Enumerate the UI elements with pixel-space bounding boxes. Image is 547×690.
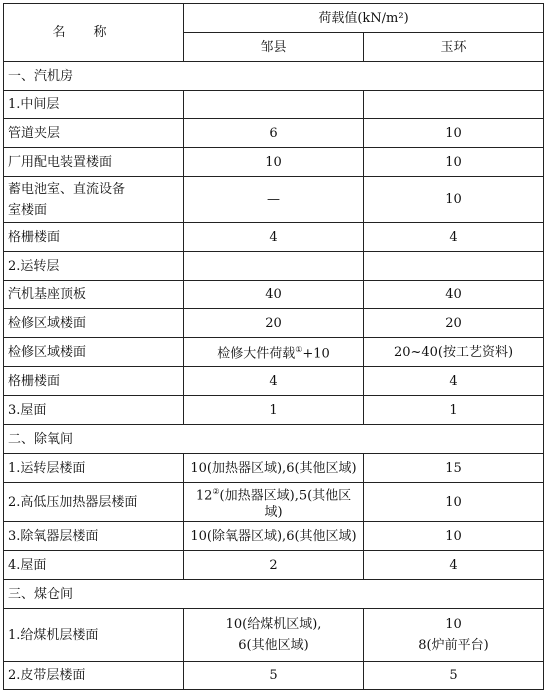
cell-zouxian bbox=[184, 91, 364, 119]
row-name-line2: 室楼面 bbox=[8, 202, 48, 218]
table-row bbox=[4, 309, 544, 338]
cell-yuhuan: 20~40(按工艺资料) bbox=[364, 338, 544, 367]
cell-zouxian: 1 bbox=[184, 396, 364, 425]
cell-yuhuan: 10 bbox=[364, 148, 544, 177]
table-row bbox=[4, 396, 544, 425]
row-name-line1: 蓄电池室、直流设备 bbox=[8, 181, 126, 197]
cell-zouxian: 10(加热器区域),6(其他区域) bbox=[184, 454, 364, 483]
section-row bbox=[4, 425, 544, 454]
cell-yuhuan: 4 bbox=[364, 551, 544, 580]
cell-zouxian bbox=[184, 483, 364, 522]
footnote-mark: ② bbox=[212, 487, 220, 496]
cell-yuhuan bbox=[364, 609, 544, 662]
row-name: 2.皮带层楼面 bbox=[4, 662, 184, 690]
section-row bbox=[4, 62, 544, 91]
cell-yuhuan: 4 bbox=[364, 367, 544, 396]
row-name: 4.屋面 bbox=[4, 551, 184, 580]
cell-line: 8(炉前平台) bbox=[418, 638, 489, 654]
row-name: 1.给煤机层楼面 bbox=[4, 609, 184, 662]
cell-text: (加热器区域),5(其他区域) bbox=[219, 488, 352, 521]
cell-yuhuan bbox=[364, 252, 544, 281]
cell-text: 12 bbox=[195, 488, 213, 504]
table-row bbox=[4, 223, 544, 252]
table-row bbox=[4, 338, 544, 367]
table-row bbox=[4, 551, 544, 580]
table-row bbox=[4, 367, 544, 396]
cell-zouxian: 10(除氧器区域),6(其他区域) bbox=[184, 522, 364, 551]
table-row bbox=[4, 119, 544, 148]
cell-zouxian: 6 bbox=[184, 119, 364, 148]
cell-yuhuan bbox=[364, 91, 544, 119]
load-value-table bbox=[3, 3, 544, 690]
row-name: 1.运转层楼面 bbox=[4, 454, 184, 483]
cell-zouxian: 20 bbox=[184, 309, 364, 338]
cell-yuhuan: 10 bbox=[364, 119, 544, 148]
row-name: 检修区域楼面 bbox=[4, 309, 184, 338]
header-zouxian: 邹县 bbox=[184, 33, 364, 62]
table-header-row bbox=[4, 4, 544, 33]
table-row bbox=[4, 609, 544, 662]
cell-yuhuan: 15 bbox=[364, 454, 544, 483]
table-row bbox=[4, 148, 544, 177]
row-name: 1.中间层 bbox=[4, 91, 184, 119]
cell-line: 6(其他区域) bbox=[238, 638, 309, 654]
cell-zouxian: 4 bbox=[184, 367, 364, 396]
table-row bbox=[4, 91, 544, 119]
cell-zouxian: 2 bbox=[184, 551, 364, 580]
row-name: 汽机基座顶板 bbox=[4, 281, 184, 309]
cell-line: 10(给煤机区域), bbox=[225, 617, 322, 633]
cell-yuhuan: 1 bbox=[364, 396, 544, 425]
cell-text: +10 bbox=[302, 346, 330, 362]
row-name: 厂用配电装置楼面 bbox=[4, 148, 184, 177]
cell-text: 检修大件荷载 bbox=[217, 346, 296, 362]
cell-yuhuan: 40 bbox=[364, 281, 544, 309]
cell-yuhuan: 5 bbox=[364, 662, 544, 690]
footnote-mark: ① bbox=[295, 345, 303, 355]
cell-zouxian bbox=[184, 252, 364, 281]
table-row bbox=[4, 454, 544, 483]
table-row bbox=[4, 662, 544, 690]
row-name: 3.屋面 bbox=[4, 396, 184, 425]
row-name: 2.运转层 bbox=[4, 252, 184, 281]
table-row bbox=[4, 252, 544, 281]
cell-zouxian bbox=[184, 338, 364, 367]
cell-zouxian bbox=[184, 609, 364, 662]
row-name bbox=[4, 177, 184, 223]
header-name: 名称 bbox=[4, 4, 184, 62]
cell-yuhuan: 20 bbox=[364, 309, 544, 338]
row-name: 管道夹层 bbox=[4, 119, 184, 148]
section-title: 一、汽机房 bbox=[4, 62, 544, 91]
cell-yuhuan: 10 bbox=[364, 483, 544, 522]
row-name: 3.除氧器层楼面 bbox=[4, 522, 184, 551]
cell-zouxian: 4 bbox=[184, 223, 364, 252]
cell-zouxian: 5 bbox=[184, 662, 364, 690]
cell-yuhuan: 10 bbox=[364, 177, 544, 223]
section-title: 二、除氧间 bbox=[4, 425, 544, 454]
cell-zouxian: 40 bbox=[184, 281, 364, 309]
cell-yuhuan: 4 bbox=[364, 223, 544, 252]
header-yuhuan: 玉环 bbox=[364, 33, 544, 62]
cell-zouxian: — bbox=[184, 177, 364, 223]
table-row bbox=[4, 177, 544, 223]
cell-yuhuan: 10 bbox=[364, 522, 544, 551]
row-name: 2.高低压加热器层楼面 bbox=[4, 483, 184, 522]
row-name: 格栅楼面 bbox=[4, 223, 184, 252]
cell-line: 10 bbox=[445, 617, 462, 633]
section-row bbox=[4, 580, 544, 609]
section-title: 三、煤仓间 bbox=[4, 580, 544, 609]
cell-zouxian: 10 bbox=[184, 148, 364, 177]
header-load-value: 荷载值(kN/m²) bbox=[184, 4, 544, 33]
row-name: 格栅楼面 bbox=[4, 367, 184, 396]
table-row bbox=[4, 522, 544, 551]
table-row bbox=[4, 483, 544, 522]
row-name: 检修区域楼面 bbox=[4, 338, 184, 367]
table-row bbox=[4, 281, 544, 309]
